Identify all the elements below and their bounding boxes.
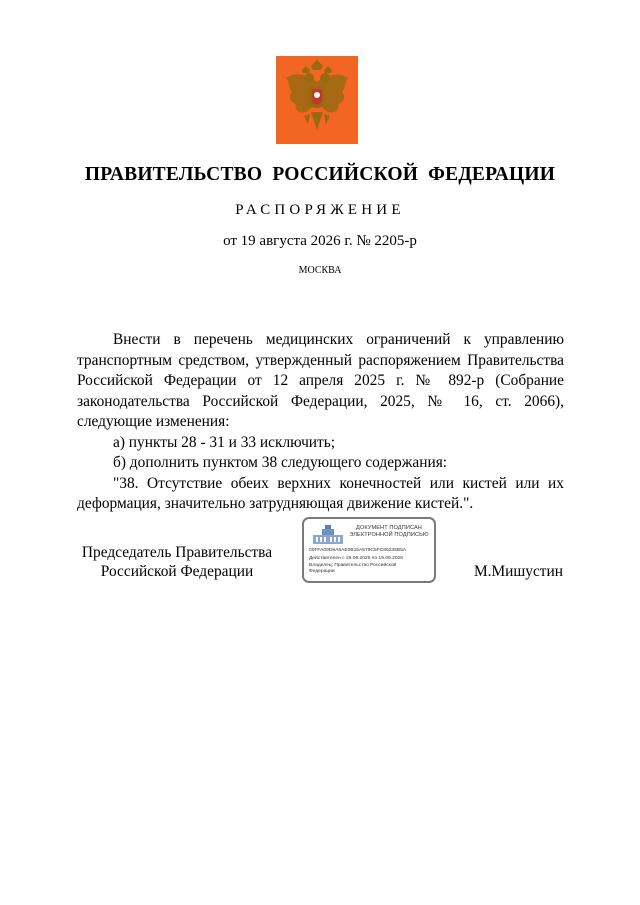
body-paragraph: а) пункты 28 - 31 и 33 исключить; bbox=[113, 433, 336, 451]
stamp-certificate: 00FFA09D9A6AE0B15A579C5FC86235B5A bbox=[309, 548, 407, 553]
document-city: МОСКВА bbox=[298, 265, 342, 276]
government-building-icon bbox=[310, 524, 346, 546]
document-date-number: от 19 августа 2026 г. № 2205-р bbox=[223, 233, 417, 249]
stamp-owner: Федерации bbox=[309, 569, 335, 574]
stamp-validity: Действителен с 26.06.2025 по 19.09.2026 bbox=[309, 556, 403, 561]
coat-of-arms-emblem bbox=[276, 56, 358, 144]
government-title: ПРАВИТЕЛЬСТВО РОССИЙСКОЙ ФЕДЕРАЦИИ bbox=[84, 164, 556, 185]
signer-position bbox=[77, 543, 277, 581]
body-paragraph: Внести в перечень медицинских ограничений к управлению транспортным средством, утвержденный распоряжением Правительства Российской Федерации от 12 апреля 2025 г. № 892-р (Собрание законодательства Российской Федерации, 2025, № 16, ст. 2066), следующие изменения: bbox=[77, 331, 564, 430]
body-paragraph: б) дополнить пунктом 38 следующего содержания: bbox=[113, 454, 448, 471]
body-paragraph: "38. Отсутствие обеих верхних конечностей или кистей или их деформация, значительно затрудняющая движение кистей.". bbox=[77, 474, 564, 512]
stamp-heading bbox=[344, 525, 434, 539]
stamp-heading-line: ДОКУМЕНТ ПОДПИСАН bbox=[356, 525, 422, 531]
signer-position-line: Российской Федерации bbox=[100, 563, 254, 580]
signer-position-line: Председатель Правительства bbox=[81, 544, 273, 561]
document-type: РАСПОРЯЖЕНИЕ bbox=[235, 202, 405, 218]
stamp-owner: Владелец: Правительство Российской bbox=[309, 563, 397, 568]
signer-name: М.Мишустин bbox=[473, 563, 563, 580]
stamp-heading-line: ЭЛЕКТРОННОЙ ПОДПИСЬЮ bbox=[349, 532, 429, 538]
russian-coat-of-arms-icon bbox=[276, 56, 358, 144]
document-body bbox=[77, 330, 564, 515]
electronic-signature-stamp bbox=[302, 517, 436, 583]
